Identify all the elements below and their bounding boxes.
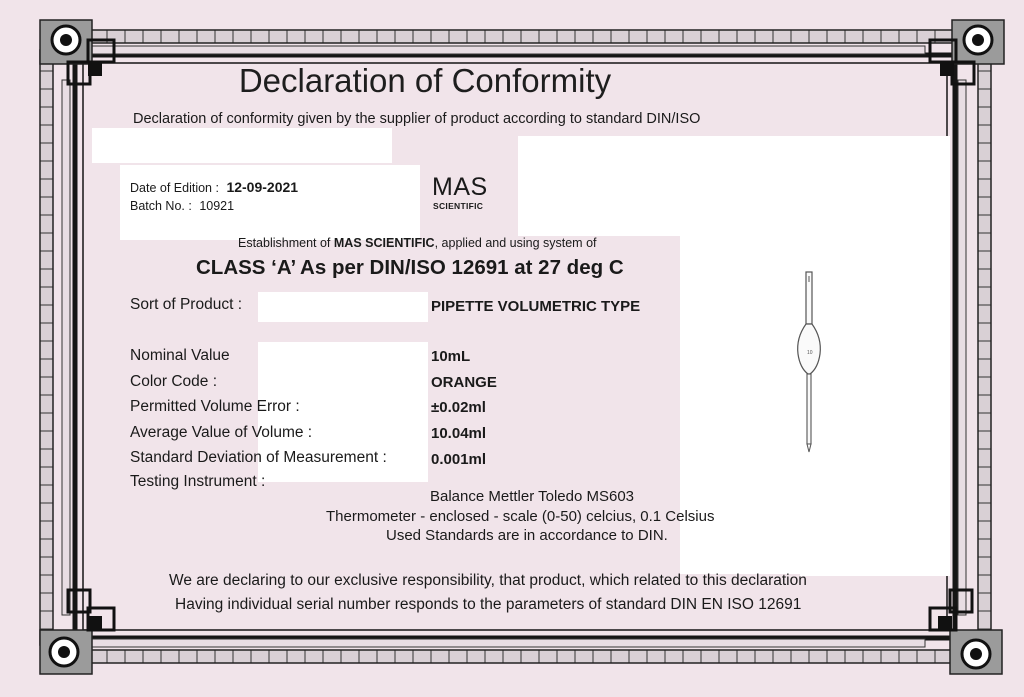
standards-note: Used Standards are in accordance to DIN. — [386, 527, 668, 544]
spec-value: 10.04ml — [431, 425, 487, 442]
batch-label: Batch No. : — [130, 199, 192, 213]
spec-label: Average Value of Volume : — [130, 424, 313, 441]
spec-value: ±0.02ml — [431, 399, 486, 416]
spec-value: 0.001ml — [431, 451, 487, 468]
instrument-balance: Balance Mettler Toledo MS603 — [430, 488, 635, 505]
redaction-patch — [518, 136, 950, 236]
spec-label: Permitted Volume Error : — [130, 398, 300, 415]
class-standard-line: CLASS ‘A’ As per DIN/ISO 12691 at 27 deg C — [196, 256, 624, 279]
establishment-company: MAS SCIENTIFIC — [333, 236, 435, 250]
subtitle: Declaration of conformity given by the supplier of product according to standard DIN/ISO — [133, 111, 701, 127]
date-of-edition — [130, 179, 298, 195]
spec-label: Testing Instrument : — [130, 473, 266, 490]
spec-value: ORANGE — [431, 374, 497, 391]
establishment-suffix: , applied and using system of — [434, 236, 597, 250]
spec-label: Color Code : — [130, 373, 218, 390]
page-title: Declaration of Conformity — [238, 62, 612, 99]
spec-value: PIPETTE VOLUMETRIC TYPE — [431, 298, 641, 315]
spec-label: Standard Deviation of Measurement : — [130, 449, 387, 466]
svg-text:10: 10 — [807, 350, 813, 356]
establishment-line — [238, 236, 597, 250]
company-logo: MAS — [432, 173, 488, 201]
establishment-prefix: Establishment of — [238, 236, 334, 250]
spec-label: Nominal Value — [130, 347, 230, 364]
spec-value: 10mL — [431, 348, 471, 365]
date-label: Date of Edition : — [130, 181, 219, 195]
pipette-illustration — [790, 268, 830, 458]
date-value: 12-09-2021 — [226, 179, 299, 195]
redaction-patch — [92, 128, 392, 163]
redaction-patch — [258, 292, 428, 322]
company-logo-sub: SCIENTIFIC — [433, 201, 484, 211]
instrument-thermometer: Thermometer - enclosed - scale (0-50) celcius, 0.1 Celsius — [326, 508, 715, 525]
batch-number — [130, 199, 234, 213]
declaration-line: We are declaring to our exclusive responsibility, that product, which related to this declaration — [169, 572, 807, 589]
spec-label: Sort of Product : — [130, 296, 242, 313]
declaration-line: Having individual serial number responds to the parameters of standard DIN EN ISO 12691 — [175, 596, 802, 613]
batch-value: 10921 — [199, 199, 235, 213]
